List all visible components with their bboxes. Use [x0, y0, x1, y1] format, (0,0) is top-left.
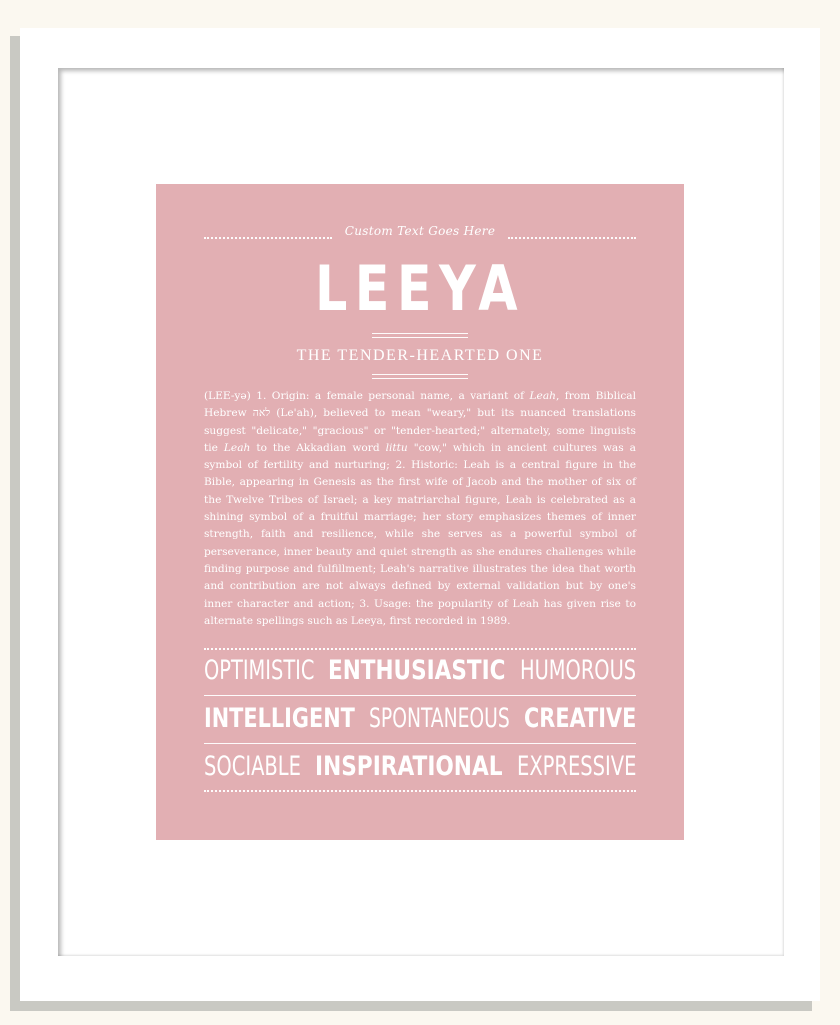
dotted-divider-top-right [508, 237, 636, 239]
trait-word: ENTHUSIASTIC [328, 655, 506, 686]
trait-row-1 [204, 655, 636, 691]
name-title: LEEYA [314, 252, 526, 325]
subtitle: THE TENDER-HEARTED ONE [296, 347, 544, 364]
subtitle-underline-1 [372, 374, 468, 375]
trait-word: HUMOROUS [519, 655, 636, 686]
trait-word: SPONTANEOUS [368, 703, 510, 734]
trait-divider-1 [204, 695, 636, 696]
name-art-print [156, 184, 684, 840]
subtitle-underline-2 [372, 378, 468, 379]
trait-divider-2 [204, 743, 636, 744]
dotted-divider-middle [204, 648, 636, 650]
definition-italic-name: Leah [529, 390, 556, 402]
trait-word: CREATIVE [523, 703, 637, 734]
definition-text: 1. Origin: a female personal name, a variant of [256, 390, 530, 402]
definition-italic-word: littu [385, 441, 408, 454]
name-underline-2 [372, 337, 468, 338]
definition-text: "cow," which in ancient cultures was a symbol of fertility and nurturing; 2. Historic: Leah is a central figure in the Bible, appearing in Genesis as the first wife of Jacob and the mother of six of the Twelve Tribes of Israel; a key matriarchal figure, Leah is celebrated as a shining symbol of a fruitful marriage; her story emphasizes themes of inner strength, faith and resilience, while she serves as a powerful symbol of perseverance, inner beauty and quiet strength as she endures challenges while finding purpose and fulfillment; Leah's narrative illustrates the idea that worth and contribution are not always defined by external validation but by one's inner character and action; 3. Usage: the popularity of Leah has given rise to alternate spellings such as Leeya, first recorded in 1989. [204, 441, 636, 627]
trait-word: EXPRESSIVE [516, 751, 637, 782]
custom-text: Custom Text Goes Here [344, 224, 496, 238]
hebrew-text: לאה [252, 407, 271, 420]
trait-word: INSPIRATIONAL [315, 751, 503, 782]
trait-row-3 [204, 751, 636, 787]
name-underline-1 [372, 333, 468, 334]
trait-word: OPTIMISTIC [204, 655, 315, 686]
pronunciation: (LEE-yə) [204, 390, 251, 402]
definition-italic-name: Leah [223, 441, 251, 454]
trait-word: SOCIABLE [204, 751, 301, 782]
frame-edge-left [10, 36, 20, 1011]
trait-row-2 [204, 703, 636, 739]
trait-word: INTELLIGENT [204, 703, 355, 734]
definition-text: to the Akkadian word [250, 441, 386, 454]
frame-edge-bottom [10, 1001, 812, 1011]
definition-text: , from Biblical Hebrew [204, 390, 636, 420]
definition-text: (Le'ah), believed to mean "weary," but its nuanced translations suggest "delicate," "gracious" or "tender-hearted;" alternately, some linguists tie [204, 407, 636, 454]
dotted-divider-bottom [204, 790, 636, 792]
name-definition [204, 388, 636, 630]
